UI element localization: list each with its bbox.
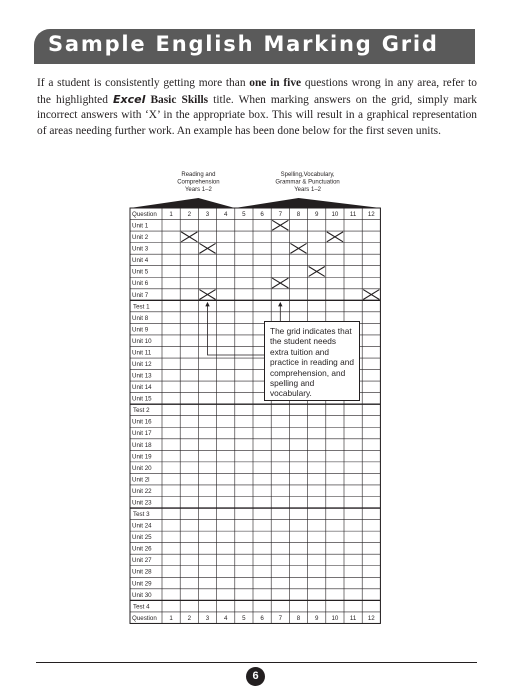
unit-row-label: Unit 24 (132, 522, 152, 530)
column-number-header: 7 (278, 210, 283, 218)
spelling-heading-line-3: Years 1–2 (294, 186, 322, 193)
unit-row-label: Unit 28 (132, 568, 152, 576)
intro-text-3: title. When marking answers on the grid, simply mark incorrect answers with ‘X’ in the appropriate box. This will result in a graphical representation of areas needing further work. An example has been done below for the first seven units. (37, 93, 477, 137)
unit-row-label: Unit 2 (132, 234, 149, 242)
unit-row-label: Unit 14 (132, 384, 152, 392)
spelling-bracket (235, 198, 381, 208)
unit-row-label: Unit 22 (132, 487, 152, 495)
unit-row-label: Unit 30 (132, 591, 152, 599)
column-number-footer: 10 (331, 614, 339, 622)
reading-arrow-head (205, 302, 209, 307)
column-number-header: 10 (331, 210, 339, 218)
column-number-header: 5 (242, 210, 246, 218)
unit-row-label: Unit 16 (132, 418, 152, 426)
spelling-heading-line-2: Grammar & Punctuation (275, 179, 340, 186)
reading-heading-line-2: Comprehension (177, 179, 220, 186)
column-number-footer: 4 (223, 614, 228, 622)
column-number-header: 8 (296, 210, 301, 218)
unit-row-label: Unit 4 (132, 257, 149, 265)
unit-row-label: Unit 18 (132, 441, 152, 449)
footer-question-label: Question (132, 614, 157, 622)
reading-heading-line-1: Reading and (181, 172, 216, 178)
column-number-footer: 2 (187, 614, 192, 622)
unit-row-label: Unit 11 (132, 349, 152, 357)
unit-row-label: Unit 23 (132, 499, 152, 507)
unit-row-label: Unit 6 (132, 280, 149, 288)
reading-heading-line-3: Years 1–2 (184, 186, 212, 193)
reading-arrow-line (208, 306, 265, 355)
unit-row-label: Unit 13 (132, 372, 152, 380)
intro-text-2: questions wrong in any area, refer to the highlighted (37, 77, 477, 106)
column-number-header: 4 (223, 210, 228, 218)
unit-row-label: Unit 1 (132, 222, 149, 230)
spelling-arrow-head (278, 302, 282, 307)
column-number-footer: 12 (367, 614, 375, 622)
unit-row-label: Unit 9 (132, 326, 149, 334)
page-title: Sample English Marking Grid (48, 32, 439, 56)
column-number-footer: 8 (296, 614, 301, 622)
test-row-label: Test 4 (133, 603, 150, 611)
test-row-label: Test 2 (133, 407, 150, 415)
column-number-footer: 5 (242, 614, 246, 622)
unit-row-label: Unit 29 (132, 580, 152, 588)
page-number: 6 (246, 667, 265, 686)
unit-row-label: Unit 7 (132, 291, 149, 299)
unit-row-label: Unit 2l (132, 476, 150, 484)
callout-box: The grid indicates that the student needs extra tuition and practice in reading and comprehension, and spelling and vocabulary. (264, 321, 360, 401)
unit-row-label: Unit 8 (132, 314, 149, 322)
column-number-header: 6 (260, 210, 264, 218)
spelling-heading-line-1: Spelling,Vocabulary, (280, 172, 335, 178)
column-number-header: 3 (205, 210, 210, 218)
column-number-footer: 6 (260, 614, 264, 622)
footer-divider (36, 662, 477, 663)
unit-row-label: Unit 3 (132, 245, 149, 253)
unit-row-label: Unit 26 (132, 545, 152, 553)
title-banner (34, 29, 475, 64)
unit-row-label: Unit 17 (132, 430, 152, 438)
column-number-header: 12 (367, 210, 375, 218)
column-number-footer: 7 (278, 614, 283, 622)
test-row-label: Test 3 (133, 511, 150, 519)
unit-row-label: Unit 25 (132, 534, 152, 542)
test-row-label: Test 1 (133, 303, 150, 311)
column-number-footer: 1 (169, 614, 173, 622)
unit-row-label: Unit 20 (132, 464, 152, 472)
unit-row-label: Unit 19 (132, 453, 152, 461)
column-number-footer: 3 (205, 614, 210, 622)
marking-grid (0, 160, 512, 632)
column-number-header: 2 (187, 210, 192, 218)
unit-row-label: Unit 10 (132, 337, 152, 345)
header-question-label: Question (132, 210, 157, 218)
intro-emphasis-basic-skills: Basic Skills (150, 93, 209, 106)
column-number-header: 1 (169, 210, 173, 218)
unit-row-label: Unit 12 (132, 360, 152, 368)
column-number-header: 11 (349, 210, 357, 218)
unit-row-label: Unit 27 (132, 557, 152, 565)
excel-brand-text: Excel (112, 92, 146, 106)
column-number-header: 9 (314, 210, 319, 218)
unit-row-label: Unit 15 (132, 395, 152, 403)
intro-emphasis-one-in-five: one in five (249, 77, 302, 89)
intro-text-1: If a student is consistently getting more than (37, 77, 250, 89)
intro-paragraph (37, 76, 477, 139)
column-number-footer: 9 (314, 614, 319, 622)
column-number-footer: 11 (349, 614, 357, 622)
reading-bracket (130, 198, 235, 208)
unit-row-label: Unit 5 (132, 268, 149, 276)
